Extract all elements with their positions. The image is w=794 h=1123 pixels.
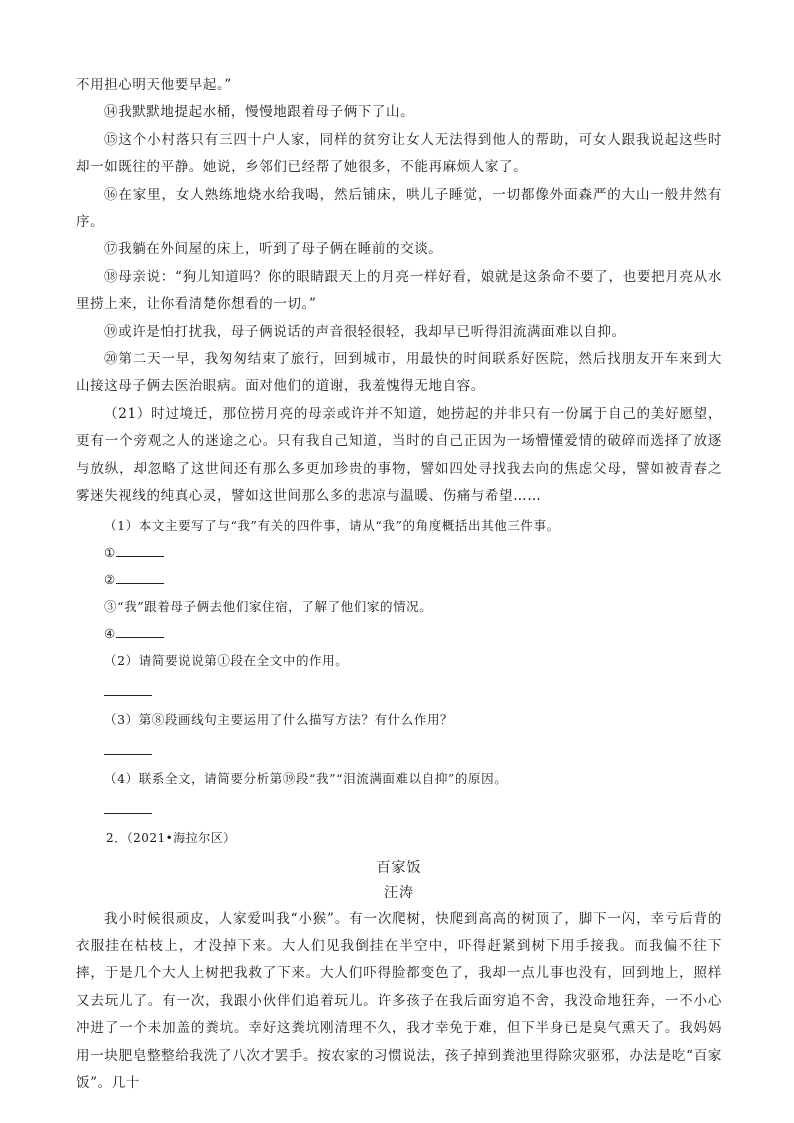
paragraph-14: ⑭我默默地提起水桶，慢慢地跟着母子俩下了山。 [104,104,415,121]
question-source: 2．（2021•海拉尔区） [106,830,236,845]
question-1: （1）本文主要写了与“我”有关的四件事，请从“我”的角度概括出其他三件事。 [104,517,560,533]
answer-blank[interactable] [116,625,164,638]
article-title: 百家饭 [376,859,422,876]
question-2: （2）请简要说说第①段在全文中的作用。 [104,652,349,668]
paragraph-17: ⑰我躺在外间屋的床上，听到了母子俩在睡前的交谈。 [104,241,443,258]
article-author: 汪涛 [384,884,414,901]
answer-blank[interactable] [116,571,164,584]
question-3: （3）第⑧段画线句主要运用了什么描写方法？有什么作用？ [104,711,454,727]
answer-blank[interactable] [104,803,152,814]
paragraph-13-end: 不用担心明天他要早起。” [76,77,232,93]
answer-blank[interactable] [116,544,164,557]
answer-line-3: ③“我”跟着母子俩去他们家住宿，了解了他们家的情况。 [104,598,433,614]
answer-line-4: ④ [76,622,722,646]
document-page [76,72,722,1097]
paragraph-19: ⑲或许是怕打扰我，母子俩说话的声音很轻很轻，我却早已听得泪流满面难以自抑。 [104,323,626,340]
article-body: 我小时候很顽皮，人家爱叫我“小猴”。有一次爬树，快爬到高高的树顶了，脚下一闪，幸亏后背的衣服挂在枯枝上，才没掉下来。大人们见我倒挂在半空中，吓得赶紧到树下用手接我。而我偏不往下摔，于是几个大人上树把我救了下来。大人们吓得脸都变色了，我却一点儿事也没有，回到地上，照样又去玩儿了。有一次，我跟小伙伴们追着玩儿。许多孩子在我后面穷追不舍，我没命地狂奔，一不小心冲进了一个未加盖的粪坑。幸好这粪坑刚清理不久，我才幸免于难，但下半身已是臭气熏天了。我妈妈用一块肥皂整整给我洗了八次才罢手。按农家的习惯说法，孩子掉到粪池里得除灾驱邪，办法是吃“百家饭”。几十 [76,910,722,1091]
paragraph-21: （21）时过境迁，那位捞月亮的母亲或许并不知道，她捞起的并非只有一份属于自己的美好愿望，更有一个旁观之人的迷途之心。只有我自己知道，当时的自己正因为一场懵懂爱情的破碎而选择了放逐与放纵，却忽略了这世间还有那么多更加珍贵的事物，譬如四处寻找我去向的焦虑父母，譬如被青春之雾迷失视线的纯真心灵，譬如这世间那么多的悲凉与温暖、伤痛与希望…… [76,405,722,505]
paragraph-20: ⑳第二天一早，我匆匆结束了旅行，回到城市，用最快的时间联系好医院，然后找朋友开车来到大山接这母子俩去医治眼病。面对他们的道谢，我羞愧得无地自容。 [76,351,722,395]
question-4: （4）联系全文，请简要分析第⑲段“我”“泪流满面难以自抑”的原因。 [104,770,508,786]
answer-blank[interactable] [104,744,152,755]
answer-blank[interactable] [104,685,152,696]
answer-line-2: ② [76,568,722,592]
paragraph-16: ⑯在家里，女人熟练地烧水给我喝，然后铺床，哄儿子睡觉，一切都像外面森严的大山一般井然有序。 [76,186,722,231]
answer-line-1: ① [76,541,722,565]
paragraph-18: ⑱母亲说：“狗儿知道吗？你的眼睛跟天上的月亮一样好看，娘就是这条命不要了，也要把月亮从水里捞上来，让你看清楚你想看的一切。” [76,268,722,313]
paragraph-15: ⑮这个小村落只有三四十户人家，同样的贫穷让女人无法得到他人的帮助，可女人跟我说起这些时却一如既往的平静。她说，乡邻们已经帮了她很多，不能再麻烦人家了。 [76,131,722,176]
